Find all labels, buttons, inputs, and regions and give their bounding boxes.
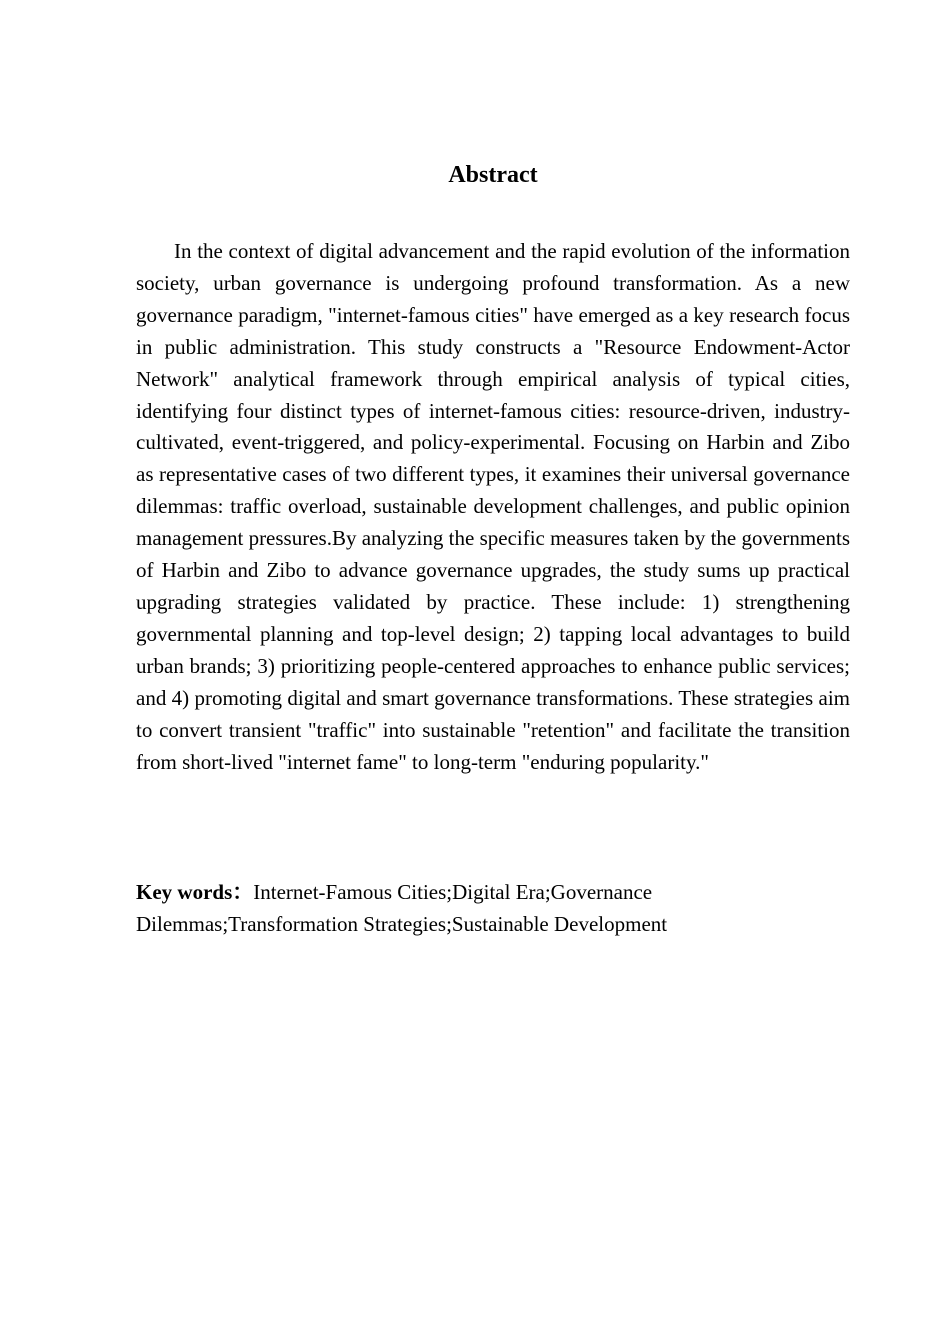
page-title: Abstract [448,162,538,188]
abstract-paragraph: In the context of digital advancement and the rapid evolution of the information society, urban governance is undergoing profound transformation. As a new governance paradigm, "internet-famous cities" have emerged as a key research focus in public administration. This study constructs a "Resource Endowment-Actor Network" analytical framework through empirical analysis of typical cities, identifying four distinct types of internet-famous cities: resource-driven, industry-cultivated, event-triggered, and policy-experimental. Focusing on Harbin and Zibo as representative cases of two different types, it examines their universal governance dilemmas: traffic overload, sustainable development challenges, and public opinion management pressures.By analyzing the specific measures taken by the governments of Harbin and Zibo to advance governance upgrades, the study sums up practical upgrading strategies validated by practice. These include: 1) strengthening governmental planning and top-level design; 2) tapping local advantages to build urban brands; 3) prioritizing people-centered approaches to enhance public services; and 4) promoting digital and smart governance transformations. These strategies aim to convert transient "traffic" into sustainable "retention" and facilitate the transition from short-lived "internet fame" to long-term "enduring popularity." [136,239,850,774]
keywords-section [136,876,736,940]
keywords-text: Internet-Famous Cities;Digital Era;Governance Dilemmas;Transformation Strategies;Sustainable Development [136,880,668,936]
keywords-label: Key words： [136,880,254,904]
